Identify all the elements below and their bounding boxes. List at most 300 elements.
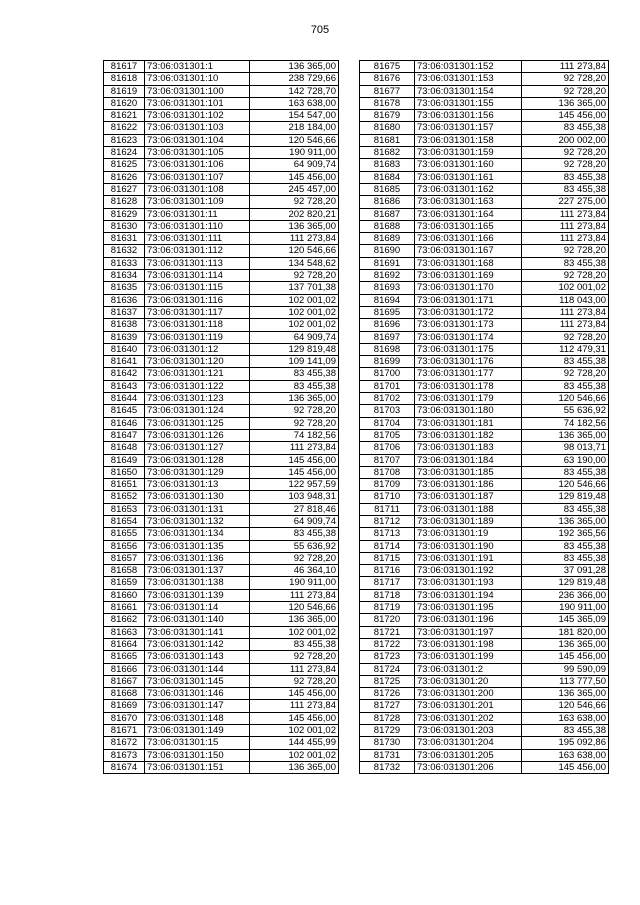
cadastral-number-cell: 73:06:031301:178 bbox=[415, 380, 522, 392]
row-number-cell: 81729 bbox=[360, 725, 415, 737]
value-cell: 145 456,00 bbox=[522, 761, 609, 773]
cadastral-number-cell: 73:06:031301:188 bbox=[415, 503, 522, 515]
table-row bbox=[104, 589, 339, 601]
row-number-cell: 81618 bbox=[104, 73, 145, 85]
table-row bbox=[360, 725, 609, 737]
value-cell: 64 909,74 bbox=[250, 515, 339, 527]
table-row bbox=[104, 97, 339, 109]
value-cell: 83 455,38 bbox=[522, 257, 609, 269]
value-cell: 142 728,70 bbox=[250, 85, 339, 97]
value-cell: 111 273,84 bbox=[250, 233, 339, 245]
cadastral-number-cell: 73:06:031301:132 bbox=[145, 515, 250, 527]
cadastral-number-cell: 73:06:031301:175 bbox=[415, 343, 522, 355]
row-number-cell: 81724 bbox=[360, 663, 415, 675]
table-row bbox=[360, 294, 609, 306]
register-table-left bbox=[103, 60, 339, 774]
value-cell: 55 636,92 bbox=[250, 540, 339, 552]
row-number-cell: 81708 bbox=[360, 466, 415, 478]
cadastral-number-cell: 73:06:031301:205 bbox=[415, 749, 522, 761]
table-row bbox=[360, 737, 609, 749]
value-cell: 137 701,38 bbox=[250, 282, 339, 294]
table-row bbox=[360, 393, 609, 405]
value-cell: 92 728,20 bbox=[522, 368, 609, 380]
cadastral-number-cell: 73:06:031301:167 bbox=[415, 245, 522, 257]
cadastral-number-cell: 73:06:031301:190 bbox=[415, 540, 522, 552]
row-number-cell: 81706 bbox=[360, 442, 415, 454]
cadastral-number-cell: 73:06:031301:109 bbox=[145, 196, 250, 208]
table-row bbox=[104, 675, 339, 687]
row-number-cell: 81622 bbox=[104, 122, 145, 134]
row-number-cell: 81700 bbox=[360, 368, 415, 380]
value-cell: 99 590,09 bbox=[522, 663, 609, 675]
table-row bbox=[360, 712, 609, 724]
value-cell: 120 546,66 bbox=[250, 245, 339, 257]
row-number-cell: 81730 bbox=[360, 737, 415, 749]
table-row bbox=[104, 503, 339, 515]
table-row bbox=[104, 73, 339, 85]
cadastral-number-cell: 73:06:031301:192 bbox=[415, 565, 522, 577]
row-number-cell: 81668 bbox=[104, 688, 145, 700]
row-number-cell: 81693 bbox=[360, 282, 415, 294]
table-row bbox=[360, 454, 609, 466]
value-cell: 83 455,38 bbox=[522, 725, 609, 737]
table-row bbox=[104, 245, 339, 257]
cadastral-number-cell: 73:06:031301:118 bbox=[145, 319, 250, 331]
table-row bbox=[360, 122, 609, 134]
cadastral-number-cell: 73:06:031301:108 bbox=[145, 183, 250, 195]
cadastral-number-cell: 73:06:031301:107 bbox=[145, 171, 250, 183]
row-number-cell: 81697 bbox=[360, 331, 415, 343]
cadastral-number-cell: 73:06:031301:143 bbox=[145, 651, 250, 663]
value-cell: 136 365,00 bbox=[250, 61, 339, 73]
row-number-cell: 81694 bbox=[360, 294, 415, 306]
table-row bbox=[104, 515, 339, 527]
table-row bbox=[360, 380, 609, 392]
cadastral-number-cell: 73:06:031301:194 bbox=[415, 589, 522, 601]
row-number-cell: 81662 bbox=[104, 614, 145, 626]
cadastral-number-cell: 73:06:031301:180 bbox=[415, 405, 522, 417]
table-row bbox=[104, 417, 339, 429]
value-cell: 202 820,21 bbox=[250, 208, 339, 220]
row-number-cell: 81690 bbox=[360, 245, 415, 257]
value-cell: 145 456,00 bbox=[250, 454, 339, 466]
table-row bbox=[360, 270, 609, 282]
row-number-cell: 81636 bbox=[104, 294, 145, 306]
row-number-cell: 81675 bbox=[360, 61, 415, 73]
cadastral-number-cell: 73:06:031301:117 bbox=[145, 306, 250, 318]
row-number-cell: 81661 bbox=[104, 602, 145, 614]
table-row bbox=[360, 171, 609, 183]
row-number-cell: 81678 bbox=[360, 97, 415, 109]
row-number-cell: 81666 bbox=[104, 663, 145, 675]
table-row bbox=[360, 405, 609, 417]
row-number-cell: 81715 bbox=[360, 552, 415, 564]
row-number-cell: 81725 bbox=[360, 675, 415, 687]
table-row bbox=[360, 749, 609, 761]
cadastral-number-cell: 73:06:031301:198 bbox=[415, 638, 522, 650]
row-number-cell: 81637 bbox=[104, 306, 145, 318]
value-cell: 120 546,66 bbox=[522, 393, 609, 405]
row-number-cell: 81657 bbox=[104, 552, 145, 564]
cadastral-number-cell: 73:06:031301:140 bbox=[145, 614, 250, 626]
row-number-cell: 81718 bbox=[360, 589, 415, 601]
table-row bbox=[104, 282, 339, 294]
value-cell: 64 909,74 bbox=[250, 331, 339, 343]
value-cell: 111 273,84 bbox=[522, 208, 609, 220]
value-cell: 83 455,38 bbox=[522, 356, 609, 368]
cadastral-number-cell: 73:06:031301:184 bbox=[415, 454, 522, 466]
cadastral-number-cell: 73:06:031301:121 bbox=[145, 368, 250, 380]
row-number-cell: 81713 bbox=[360, 528, 415, 540]
value-cell: 83 455,38 bbox=[250, 368, 339, 380]
table-row bbox=[360, 589, 609, 601]
table-row bbox=[104, 85, 339, 97]
cadastral-number-cell: 73:06:031301:148 bbox=[145, 712, 250, 724]
table-row bbox=[360, 626, 609, 638]
table-row bbox=[360, 61, 609, 73]
table-row bbox=[104, 208, 339, 220]
cadastral-number-cell: 73:06:031301:186 bbox=[415, 479, 522, 491]
value-cell: 190 911,00 bbox=[522, 602, 609, 614]
cadastral-number-cell: 73:06:031301:191 bbox=[415, 552, 522, 564]
cadastral-number-cell: 73:06:031301:181 bbox=[415, 417, 522, 429]
row-number-cell: 81638 bbox=[104, 319, 145, 331]
row-number-cell: 81654 bbox=[104, 515, 145, 527]
row-number-cell: 81656 bbox=[104, 540, 145, 552]
row-number-cell: 81727 bbox=[360, 700, 415, 712]
value-cell: 74 182,56 bbox=[522, 417, 609, 429]
cadastral-number-cell: 73:06:031301:110 bbox=[145, 220, 250, 232]
cadastral-number-cell: 73:06:031301:111 bbox=[145, 233, 250, 245]
row-number-cell: 81627 bbox=[104, 183, 145, 195]
value-cell: 102 001,02 bbox=[250, 306, 339, 318]
value-cell: 136 365,00 bbox=[250, 220, 339, 232]
cadastral-number-cell: 73:06:031301:199 bbox=[415, 651, 522, 663]
value-cell: 102 001,02 bbox=[250, 725, 339, 737]
row-number-cell: 81707 bbox=[360, 454, 415, 466]
row-number-cell: 81649 bbox=[104, 454, 145, 466]
table-row bbox=[360, 73, 609, 85]
cadastral-number-cell: 73:06:031301:162 bbox=[415, 183, 522, 195]
value-cell: 129 819,48 bbox=[522, 577, 609, 589]
value-cell: 83 455,38 bbox=[522, 122, 609, 134]
row-number-cell: 81669 bbox=[104, 700, 145, 712]
cadastral-number-cell: 73:06:031301:168 bbox=[415, 257, 522, 269]
table-row bbox=[104, 479, 339, 491]
row-number-cell: 81628 bbox=[104, 196, 145, 208]
row-number-cell: 81639 bbox=[104, 331, 145, 343]
table-row bbox=[104, 134, 339, 146]
row-number-cell: 81658 bbox=[104, 565, 145, 577]
value-cell: 113 777,50 bbox=[522, 675, 609, 687]
value-cell: 136 365,00 bbox=[522, 638, 609, 650]
value-cell: 102 001,02 bbox=[522, 282, 609, 294]
value-cell: 83 455,38 bbox=[250, 380, 339, 392]
table-row bbox=[360, 257, 609, 269]
row-number-cell: 81630 bbox=[104, 220, 145, 232]
table-row bbox=[360, 110, 609, 122]
cadastral-number-cell: 73:06:031301:156 bbox=[415, 110, 522, 122]
cadastral-number-cell: 73:06:031301:195 bbox=[415, 602, 522, 614]
cadastral-number-cell: 73:06:031301:152 bbox=[415, 61, 522, 73]
table-row bbox=[360, 196, 609, 208]
value-cell: 83 455,38 bbox=[250, 638, 339, 650]
cadastral-number-cell: 73:06:031301:193 bbox=[415, 577, 522, 589]
row-number-cell: 81632 bbox=[104, 245, 145, 257]
value-cell: 83 455,38 bbox=[522, 171, 609, 183]
cadastral-number-cell: 73:06:031301:142 bbox=[145, 638, 250, 650]
row-number-cell: 81665 bbox=[104, 651, 145, 663]
value-cell: 144 455,99 bbox=[250, 737, 339, 749]
row-number-cell: 81660 bbox=[104, 589, 145, 601]
row-number-cell: 81719 bbox=[360, 602, 415, 614]
value-cell: 195 092,86 bbox=[522, 737, 609, 749]
table-row bbox=[104, 565, 339, 577]
row-number-cell: 81667 bbox=[104, 675, 145, 687]
value-cell: 92 728,20 bbox=[250, 552, 339, 564]
value-cell: 136 365,00 bbox=[522, 515, 609, 527]
cadastral-number-cell: 73:06:031301:12 bbox=[145, 343, 250, 355]
cadastral-number-cell: 73:06:031301:166 bbox=[415, 233, 522, 245]
table-row bbox=[104, 761, 339, 773]
value-cell: 92 728,20 bbox=[250, 270, 339, 282]
table-row bbox=[104, 638, 339, 650]
table-row bbox=[104, 380, 339, 392]
row-number-cell: 81701 bbox=[360, 380, 415, 392]
value-cell: 111 273,84 bbox=[250, 442, 339, 454]
row-number-cell: 81634 bbox=[104, 270, 145, 282]
table-row bbox=[104, 331, 339, 343]
value-cell: 111 273,84 bbox=[522, 220, 609, 232]
table-row bbox=[104, 429, 339, 441]
table-row bbox=[360, 651, 609, 663]
row-number-cell: 81728 bbox=[360, 712, 415, 724]
table-row bbox=[104, 159, 339, 171]
table-row bbox=[104, 540, 339, 552]
cadastral-number-cell: 73:06:031301:134 bbox=[145, 528, 250, 540]
value-cell: 111 273,84 bbox=[522, 319, 609, 331]
value-cell: 145 456,00 bbox=[250, 466, 339, 478]
table-row bbox=[360, 368, 609, 380]
cadastral-number-cell: 73:06:031301:164 bbox=[415, 208, 522, 220]
row-number-cell: 81704 bbox=[360, 417, 415, 429]
value-cell: 92 728,20 bbox=[250, 196, 339, 208]
value-cell: 112 479,31 bbox=[522, 343, 609, 355]
row-number-cell: 81620 bbox=[104, 97, 145, 109]
value-cell: 145 456,00 bbox=[250, 712, 339, 724]
row-number-cell: 81688 bbox=[360, 220, 415, 232]
table-row bbox=[104, 171, 339, 183]
table-row bbox=[360, 233, 609, 245]
table-row bbox=[104, 147, 339, 159]
value-cell: 83 455,38 bbox=[522, 466, 609, 478]
row-number-cell: 81683 bbox=[360, 159, 415, 171]
row-number-cell: 81711 bbox=[360, 503, 415, 515]
value-cell: 118 043,00 bbox=[522, 294, 609, 306]
cadastral-number-cell: 73:06:031301:170 bbox=[415, 282, 522, 294]
cadastral-number-cell: 73:06:031301:138 bbox=[145, 577, 250, 589]
cadastral-number-cell: 73:06:031301:139 bbox=[145, 589, 250, 601]
cadastral-number-cell: 73:06:031301:171 bbox=[415, 294, 522, 306]
table-row bbox=[360, 503, 609, 515]
table-row bbox=[360, 147, 609, 159]
row-number-cell: 81652 bbox=[104, 491, 145, 503]
value-cell: 37 091,28 bbox=[522, 565, 609, 577]
table-row bbox=[104, 183, 339, 195]
table-row bbox=[104, 491, 339, 503]
row-number-cell: 81723 bbox=[360, 651, 415, 663]
value-cell: 92 728,20 bbox=[522, 147, 609, 159]
value-cell: 98 013,71 bbox=[522, 442, 609, 454]
cadastral-number-cell: 73:06:031301:14 bbox=[145, 602, 250, 614]
table-row bbox=[360, 220, 609, 232]
table-row bbox=[360, 343, 609, 355]
row-number-cell: 81645 bbox=[104, 405, 145, 417]
row-number-cell: 81626 bbox=[104, 171, 145, 183]
table-row bbox=[360, 159, 609, 171]
cadastral-number-cell: 73:06:031301:136 bbox=[145, 552, 250, 564]
value-cell: 190 911,00 bbox=[250, 147, 339, 159]
table-row bbox=[104, 270, 339, 282]
value-cell: 109 141,09 bbox=[250, 356, 339, 368]
value-cell: 63 190,00 bbox=[522, 454, 609, 466]
row-number-cell: 81635 bbox=[104, 282, 145, 294]
table-row bbox=[360, 208, 609, 220]
cadastral-number-cell: 73:06:031301:1 bbox=[145, 61, 250, 73]
table-row bbox=[360, 466, 609, 478]
value-cell: 111 273,84 bbox=[522, 306, 609, 318]
table-row bbox=[104, 294, 339, 306]
row-number-cell: 81640 bbox=[104, 343, 145, 355]
table-row bbox=[360, 429, 609, 441]
table-row bbox=[104, 651, 339, 663]
cadastral-number-cell: 73:06:031301:200 bbox=[415, 688, 522, 700]
value-cell: 64 909,74 bbox=[250, 159, 339, 171]
table-row bbox=[360, 761, 609, 773]
row-number-cell: 81681 bbox=[360, 134, 415, 146]
row-number-cell: 81709 bbox=[360, 479, 415, 491]
table-row bbox=[360, 331, 609, 343]
row-number-cell: 81617 bbox=[104, 61, 145, 73]
row-number-cell: 81625 bbox=[104, 159, 145, 171]
table-row bbox=[360, 85, 609, 97]
cadastral-number-cell: 73:06:031301:144 bbox=[145, 663, 250, 675]
row-number-cell: 81692 bbox=[360, 270, 415, 282]
table-row bbox=[104, 393, 339, 405]
cadastral-number-cell: 73:06:031301:204 bbox=[415, 737, 522, 749]
table-row bbox=[360, 614, 609, 626]
cadastral-number-cell: 73:06:031301:100 bbox=[145, 85, 250, 97]
row-number-cell: 81687 bbox=[360, 208, 415, 220]
row-number-cell: 81714 bbox=[360, 540, 415, 552]
cadastral-number-cell: 73:06:031301:174 bbox=[415, 331, 522, 343]
cadastral-number-cell: 73:06:031301:141 bbox=[145, 626, 250, 638]
register-table-right bbox=[359, 60, 609, 774]
row-number-cell: 81677 bbox=[360, 85, 415, 97]
cadastral-number-cell: 73:06:031301:137 bbox=[145, 565, 250, 577]
row-number-cell: 81722 bbox=[360, 638, 415, 650]
value-cell: 145 456,00 bbox=[250, 171, 339, 183]
cadastral-number-cell: 73:06:031301:189 bbox=[415, 515, 522, 527]
table-row bbox=[104, 61, 339, 73]
table-row bbox=[104, 356, 339, 368]
cadastral-number-cell: 73:06:031301:145 bbox=[145, 675, 250, 687]
cadastral-number-cell: 73:06:031301:182 bbox=[415, 429, 522, 441]
value-cell: 120 546,66 bbox=[522, 700, 609, 712]
value-cell: 92 728,20 bbox=[522, 245, 609, 257]
cadastral-number-cell: 73:06:031301:20 bbox=[415, 675, 522, 687]
value-cell: 120 546,66 bbox=[250, 134, 339, 146]
cadastral-number-cell: 73:06:031301:149 bbox=[145, 725, 250, 737]
row-number-cell: 81698 bbox=[360, 343, 415, 355]
cadastral-number-cell: 73:06:031301:119 bbox=[145, 331, 250, 343]
value-cell: 102 001,02 bbox=[250, 294, 339, 306]
cadastral-number-cell: 73:06:031301:115 bbox=[145, 282, 250, 294]
row-number-cell: 81629 bbox=[104, 208, 145, 220]
row-number-cell: 81702 bbox=[360, 393, 415, 405]
table-row bbox=[104, 368, 339, 380]
table-row bbox=[360, 602, 609, 614]
value-cell: 92 728,20 bbox=[522, 159, 609, 171]
cadastral-number-cell: 73:06:031301:125 bbox=[145, 417, 250, 429]
row-number-cell: 81664 bbox=[104, 638, 145, 650]
page-number: 705 bbox=[310, 24, 330, 36]
cadastral-number-cell: 73:06:031301:127 bbox=[145, 442, 250, 454]
row-number-cell: 81689 bbox=[360, 233, 415, 245]
table-row bbox=[360, 442, 609, 454]
table-row bbox=[104, 688, 339, 700]
cadastral-number-cell: 73:06:031301:169 bbox=[415, 270, 522, 282]
table-row bbox=[360, 540, 609, 552]
row-number-cell: 81731 bbox=[360, 749, 415, 761]
table-row bbox=[360, 282, 609, 294]
table-row bbox=[104, 700, 339, 712]
row-number-cell: 81703 bbox=[360, 405, 415, 417]
value-cell: 145 456,00 bbox=[522, 651, 609, 663]
cadastral-number-cell: 73:06:031301:113 bbox=[145, 257, 250, 269]
value-cell: 227 275,00 bbox=[522, 196, 609, 208]
cadastral-number-cell: 73:06:031301:135 bbox=[145, 540, 250, 552]
cadastral-number-cell: 73:06:031301:120 bbox=[145, 356, 250, 368]
cadastral-number-cell: 73:06:031301:122 bbox=[145, 380, 250, 392]
value-cell: 145 456,00 bbox=[250, 688, 339, 700]
row-number-cell: 81674 bbox=[104, 761, 145, 773]
cadastral-number-cell: 73:06:031301:206 bbox=[415, 761, 522, 773]
value-cell: 111 273,84 bbox=[522, 61, 609, 73]
row-number-cell: 81651 bbox=[104, 479, 145, 491]
value-cell: 245 457,00 bbox=[250, 183, 339, 195]
value-cell: 92 728,20 bbox=[522, 85, 609, 97]
value-cell: 92 728,20 bbox=[522, 73, 609, 85]
row-number-cell: 81647 bbox=[104, 429, 145, 441]
table-row bbox=[104, 220, 339, 232]
value-cell: 102 001,02 bbox=[250, 749, 339, 761]
row-number-cell: 81631 bbox=[104, 233, 145, 245]
cadastral-number-cell: 73:06:031301:172 bbox=[415, 306, 522, 318]
cadastral-number-cell: 73:06:031301:15 bbox=[145, 737, 250, 749]
value-cell: 134 548,62 bbox=[250, 257, 339, 269]
row-number-cell: 81716 bbox=[360, 565, 415, 577]
cadastral-number-cell: 73:06:031301:187 bbox=[415, 491, 522, 503]
value-cell: 200 002,00 bbox=[522, 134, 609, 146]
cadastral-number-cell: 73:06:031301:112 bbox=[145, 245, 250, 257]
row-number-cell: 81641 bbox=[104, 356, 145, 368]
row-number-cell: 81679 bbox=[360, 110, 415, 122]
value-cell: 83 455,38 bbox=[522, 183, 609, 195]
value-cell: 92 728,20 bbox=[250, 417, 339, 429]
table-row bbox=[104, 306, 339, 318]
value-cell: 103 948,31 bbox=[250, 491, 339, 503]
